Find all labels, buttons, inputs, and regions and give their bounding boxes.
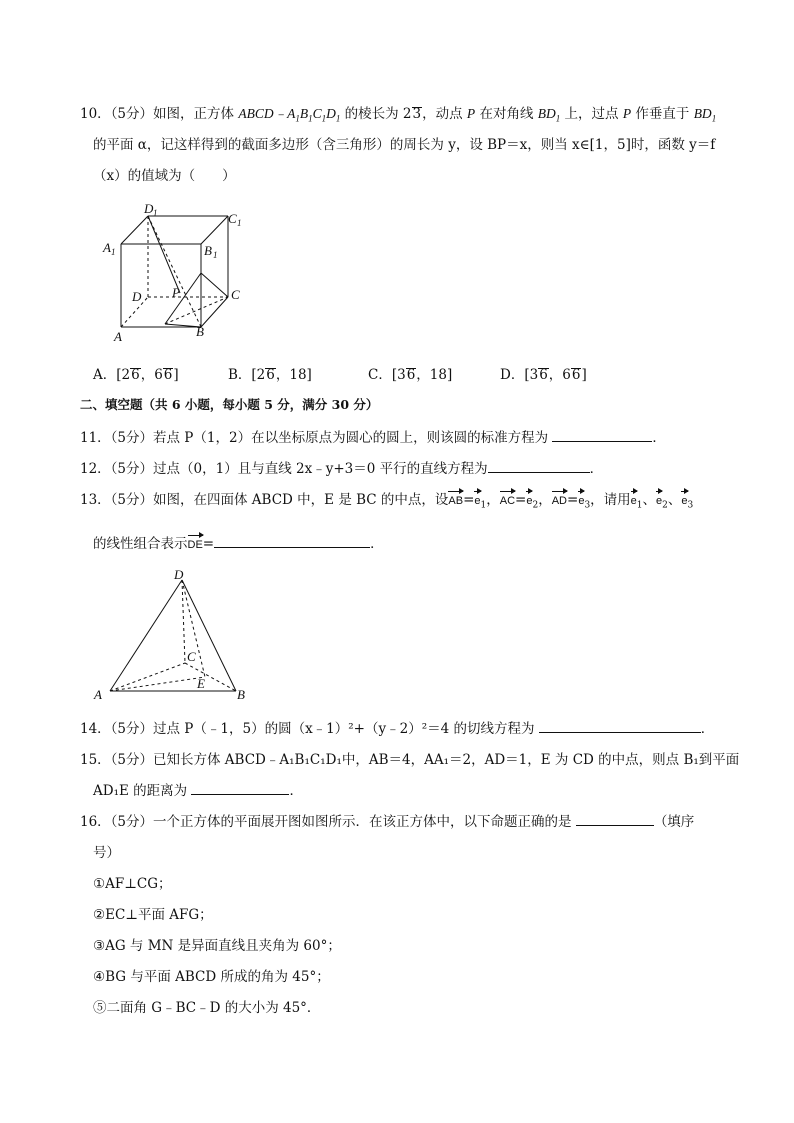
fig1-label-d1: D <box>144 201 154 216</box>
q10-line1: 10．（5分）如图，正方体 $ABCD﹣A_1B_1C_1D_1$ 的棱长为 23，动点 P 在对角线 $BD_1$ 上，过点 P 作垂直于 $BD_1$ <box>80 106 717 124</box>
option-c[interactable]: C．[36，18] <box>368 367 453 383</box>
cube-figure <box>98 198 258 343</box>
section-heading: 二、填空题（共 6 小题，每小题 5 分，满分 30 分） <box>80 397 379 412</box>
fig1-sub-c1: 1 <box>237 218 242 228</box>
q15-line1: 15．（5分）已知长方体 ABCD﹣A₁B₁C₁D₁中，AB＝4，AA₁＝2，AD＝1，E 为 CD 的中点，则点 B₁到平面 <box>80 752 740 768</box>
option-a[interactable]: A．[26，66] <box>93 367 179 383</box>
q13-answer-blank[interactable] <box>214 535 370 548</box>
fig1-label-c1: C <box>228 211 237 226</box>
q10-options <box>93 363 587 383</box>
q13-line1: 13．（5分）如图，在四面体 ABCD 中，E 是 BC 的中点，设$AB=e_1$，$AC=e_2$，$AD=e_3$，请用$e_1$、$e_2$、$e_3$ <box>80 488 693 511</box>
q16-line2: 号） <box>93 845 120 861</box>
fig2-label-c: C <box>187 649 196 664</box>
fig2-label-e: E <box>197 676 205 691</box>
q15-line2: AD₁E 的距离为 ． <box>93 783 303 799</box>
q13-line2: 的线性组合表示DE= ． <box>93 532 384 552</box>
fig1-label-d: D <box>132 289 142 304</box>
q15-answer-blank[interactable] <box>191 782 289 795</box>
fig1-label-b: B <box>196 324 204 339</box>
q11: 11．（5分）若点 P（1，2）在以坐标原点为圆心的圆上，则该圆的标准方程为 ． <box>80 430 666 446</box>
q16-answer-blank[interactable] <box>576 813 654 826</box>
fig1-label-a1: A <box>103 240 111 255</box>
q10-line2: 的平面 α，记这样得到的截面多边形（含三角形）的周长为 y，设 BP＝x，则当 x∈[1，5]时，函数 y＝f <box>93 137 716 153</box>
fig1-label-c: C <box>231 287 240 302</box>
fig1-label-a: A <box>114 329 122 343</box>
fig1-sub-b1: 1 <box>213 250 218 260</box>
fig2-label-d: D <box>174 567 184 582</box>
q16-line1: 16．（5分）一个正方体的平面展开图如图所示．在该正方体中，以下命题正确的是 （填序 <box>80 814 695 830</box>
q10-line3: （x）的值域为（ ） <box>93 168 236 184</box>
q16-item-5: ⑤二面角 G﹣BC﹣D 的大小为 45°． <box>93 1000 321 1016</box>
q16-item-3: ③AG 与 MN 是异面直线且夹角为 60°； <box>93 938 341 954</box>
q16-item-1: ①AF⊥CG； <box>93 876 172 892</box>
q14: 14．（5分）过点 P（﹣1，5）的圆（x﹣1）²+（y﹣2）²＝4 的切线方程为 ． <box>80 721 715 737</box>
option-d[interactable]: D．[36，66] <box>500 367 587 383</box>
q16-item-4: ④BG 与平面 ABCD 所成的角为 45°； <box>93 969 330 985</box>
fig1-sub-a1: 1 <box>111 247 116 257</box>
fig1-label-p: P <box>172 285 180 300</box>
option-b[interactable]: B．[26，18] <box>228 367 312 383</box>
fig1-sub-d1: 1 <box>153 208 158 218</box>
fig2-label-b: B <box>237 687 245 702</box>
q12-answer-blank[interactable] <box>488 460 590 473</box>
tetrahedron-figure <box>90 565 255 705</box>
q14-answer-blank[interactable] <box>539 720 701 733</box>
q11-answer-blank[interactable] <box>552 429 652 442</box>
fig1-label-b1: B <box>204 243 212 258</box>
q12: 12．（5分）过点（0，1）且与直线 2x﹣y+3＝0 平行的直线方程为 ． <box>80 461 604 477</box>
fig2-label-a: A <box>94 687 102 702</box>
q16-item-2: ②EC⊥平面 AFG； <box>93 907 213 923</box>
